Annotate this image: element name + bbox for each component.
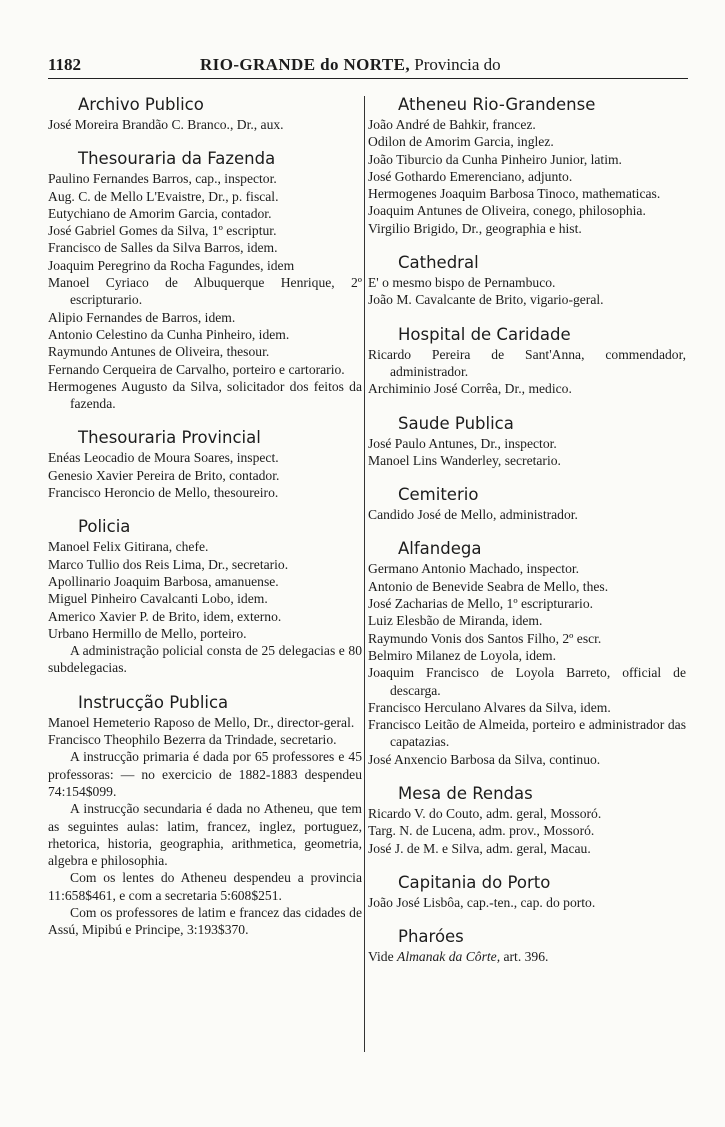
reference-book: Almanak da Côrte, (397, 949, 501, 965)
section-title: Instrucção Publica (78, 692, 229, 712)
directory-entry: José Gothardo Emerenciano, adjunto. (368, 168, 573, 184)
directory-entry: Hermogenes Augusto da Silva, solicitador dos feitos da fazenda. (48, 378, 362, 412)
section-hospital-de-caridade (368, 324, 686, 398)
section-title: Pharóes (398, 927, 464, 947)
directory-entry: Manoel Felix Gitirana, chefe. (48, 539, 209, 555)
directory-entry: Francisco Heroncio de Mello, thesoureiro. (48, 485, 279, 501)
paragraph: A instrucção secundaria é dada no Atheneu, que tem as seguintes aulas: latim, francez, inglez, portuguez, rhetorica, historia, geographia, arithmetica, geometria, algebra e philosophia. (48, 801, 362, 869)
directory-entry: Apollinario Joaquim Barbosa, amanuense. (48, 573, 279, 589)
directory-entry: Genesio Xavier Pereira de Brito, contador. (48, 467, 280, 483)
directory-entry: Alipio Fernandes de Barros, idem. (48, 309, 236, 325)
directory-entry: Eutychiano de Amorim Garcia, contador. (48, 205, 272, 221)
paragraph: Com os lentes do Atheneu despendeu a provincia 11:658$461, e com a secretaria 5:608$251. (48, 870, 362, 903)
directory-entry: Virgilio Brigido, Dr., geographia e hist. (368, 220, 582, 236)
directory-entry: Targ. N. de Lucena, adm. prov., Mossoró. (368, 823, 595, 839)
directory-entry: João Tiburcio da Cunha Pinheiro Junior, latim. (368, 151, 622, 167)
directory-entry: José Moreira Brandão C. Branco., Dr., aux. (48, 117, 284, 132)
directory-entry: Marco Tullio dos Reis Lima, Dr., secretario. (48, 556, 289, 572)
directory-entry: Odilon de Amorim Garcia, inglez. (368, 134, 554, 150)
directory-entry: João M. Cavalcante de Brito, vigario-geral. (368, 292, 604, 308)
right-column (368, 94, 686, 981)
directory-entry: Joaquim Francisco de Loyola Barreto, official de descarga. (368, 665, 686, 698)
column-divider (364, 96, 365, 1052)
section-title: Capitania do Porto (398, 872, 551, 892)
section-archivo-publico (48, 94, 362, 133)
paragraph: A administração policial consta de 25 delegacias e 80 subdelegacias. (48, 643, 362, 676)
directory-entry: Archiminio José Corrêa, Dr., medico. (368, 381, 572, 397)
section-mesa-de-rendas (368, 783, 686, 857)
section-title: Hospital de Caridade (398, 324, 571, 344)
page-number: 1182 (48, 55, 82, 74)
section-thesouraria-da-fazenda (48, 148, 362, 412)
reference-entry (368, 948, 686, 965)
directory-entry: Antonio Celestino da Cunha Pinheiro, idem. (48, 326, 290, 342)
directory-entry: José Paulo Antunes, Dr., inspector. (368, 435, 557, 451)
section-capitania-do-porto (368, 872, 686, 911)
paragraph: Com os professores de latim e francez das cidades de Assú, Mipibú e Principe, 3:193$370. (48, 904, 362, 938)
province-subtitle: Provincia do (414, 55, 501, 74)
directory-entry: Germano Antonio Machado, inspector. (368, 561, 580, 577)
directory-entry: Urbano Hermillo de Mello, porteiro. (48, 625, 247, 641)
directory-entry: Luiz Elesbão de Miranda, idem. (368, 613, 543, 629)
section-policia (48, 516, 362, 676)
section-cemiterio (368, 484, 686, 523)
directory-entry: Americo Xavier P. de Brito, idem, externo. (48, 608, 282, 624)
directory-entry: José Anxencio Barbosa da Silva, continuo. (368, 751, 601, 767)
directory-entry: Francisco Theophilo Bezerra da Trindade, secretario. (48, 732, 337, 748)
directory-entry: Candido José de Mello, administrador. (368, 507, 578, 523)
directory-entry: Antonio de Benevide Seabra de Mello, thes. (368, 578, 609, 594)
section-alfandega (368, 538, 686, 768)
section-title: Atheneu Rio-Grandense (398, 95, 596, 114)
section-title: Cathedral (398, 253, 479, 273)
left-column (48, 94, 362, 954)
directory-entry: Manoel Cyriaco de Albuquerque Henrique, 2º escripturario. (48, 275, 362, 308)
directory-entry: Ricardo Pereira de Sant'Anna, commendador, administrador. (368, 346, 686, 379)
directory-entry: Aug. C. de Mello L'Evaistre, Dr., p. fiscal. (48, 188, 279, 204)
section-instruccao-publica (48, 692, 362, 939)
section-title: Alfandega (398, 539, 482, 559)
directory-entry: Francisco de Salles da Silva Barros, idem. (48, 240, 278, 256)
reference-suffix: art. 396. (500, 949, 549, 965)
section-thesouraria-provincial (48, 427, 362, 501)
directory-entry: Paulino Fernandes Barros, cap., inspector. (48, 171, 277, 187)
directory-entry: João André de Bahkir, francez. (368, 117, 536, 132)
directory-entry: Joaquim Peregrino da Rocha Fagundes, idem (48, 257, 295, 273)
directory-entry: Francisco Herculano Alvares da Silva, idem. (368, 699, 611, 715)
reference-prefix: Vide (368, 949, 398, 965)
page-header (48, 52, 688, 79)
directory-entry: Raymundo Vonis dos Santos Filho, 2º escr. (368, 630, 602, 646)
section-title: Mesa de Rendas (398, 784, 533, 804)
directory-entry: Manoel Hemeterio Raposo de Mello, Dr., director-geral. (48, 714, 355, 730)
paragraph: A instrucção primaria é dada por 65 professores e 45 professoras: — no exercicio de 1882-1883 despendeu 74:154$099. (48, 749, 362, 799)
directory-entry: Miguel Pinheiro Cavalcanti Lobo, idem. (48, 591, 268, 607)
section-pharoes (368, 926, 686, 965)
directory-entry: José Gabriel Gomes da Silva, 1º escriptur. (48, 223, 277, 239)
directory-entry: Hermogenes Joaquim Barbosa Tinoco, mathematicas. (368, 186, 661, 202)
section-title: Archivo Publico (78, 95, 204, 114)
directory-entry: Francisco Leitão de Almeida, porteiro e administrador das capatazias. (368, 717, 686, 750)
section-title: Saude Publica (398, 413, 514, 433)
directory-entry: João José Lisbôa, cap.-ten., cap. do porto. (368, 894, 596, 910)
section-atheneu-rio-grandense (368, 94, 686, 237)
page-title (200, 55, 501, 75)
directory-entry: E' o mesmo bispo de Pernambuco. (368, 275, 556, 291)
directory-entry: Raymundo Antunes de Oliveira, thesour. (48, 344, 270, 360)
directory-entry: Manoel Lins Wanderley, secretario. (368, 452, 561, 468)
section-saude-publica (368, 413, 686, 470)
section-cathedral (368, 252, 686, 309)
directory-entry: Belmiro Milanez de Loyola, idem. (368, 647, 556, 663)
directory-entry: Fernando Cerqueira de Carvalho, porteiro e cartorario. (48, 361, 345, 377)
section-title: Thesouraria Provincial (78, 428, 261, 448)
section-title: Thesouraria da Fazenda (78, 149, 276, 169)
section-title: Policia (78, 517, 131, 537)
province-title: RIO-GRANDE do NORTE, (200, 55, 411, 74)
directory-entry: Ricardo V. do Couto, adm. geral, Mossoró. (368, 806, 602, 822)
directory-entry: José Zacharias de Mello, 1º escripturario. (368, 596, 594, 612)
section-title: Cemiterio (398, 485, 479, 505)
directory-entry: José J. de M. e Silva, adm. geral, Macau. (368, 840, 591, 856)
directory-entry: Joaquim Antunes de Oliveira, conego, philosophia. (368, 203, 646, 219)
directory-entry: Enéas Leocadio de Moura Soares, inspect. (48, 450, 279, 466)
